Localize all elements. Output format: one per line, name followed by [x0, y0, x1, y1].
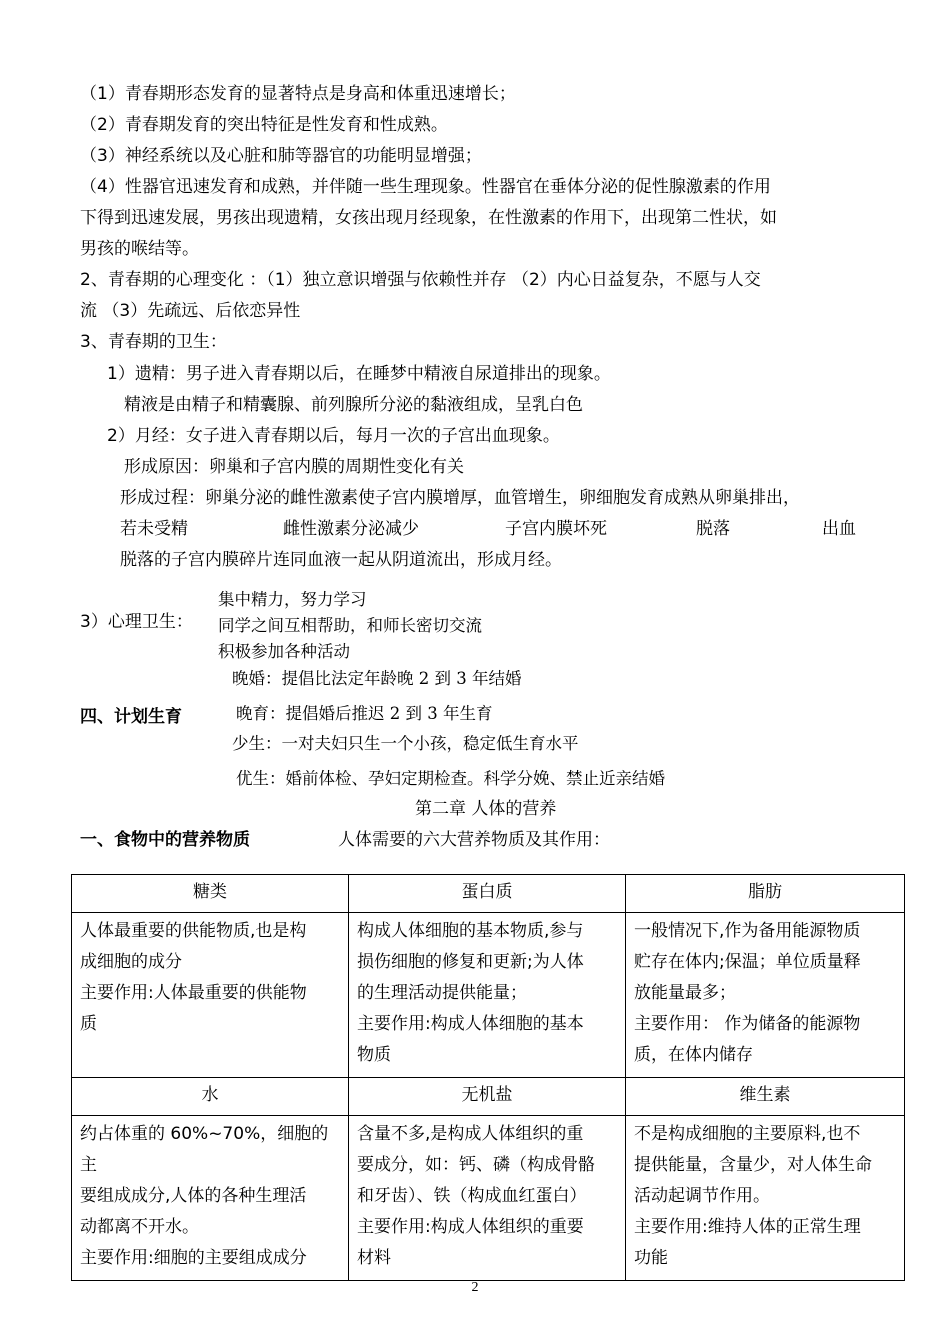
family-planning-item: 少生：一对夫妇只生一个小孩，稳定低生育水平 — [232, 734, 579, 753]
table-header-row — [72, 1078, 905, 1116]
flow-step: 雌性激素分泌减少 — [283, 519, 419, 539]
mental-hygiene-item: 积极参加各种活动 — [218, 642, 350, 661]
table-cell-protein — [349, 913, 626, 1078]
cell-line: 主要作用:细胞的主要组成成分 — [80, 1248, 307, 1268]
text-line: 形成过程：卵巢分泌的雌性激素使子宫内膜增厚，血管增生，卵细胞发育成熟从卵巢排出， — [120, 488, 800, 508]
table-cell-vitamins — [626, 1116, 905, 1281]
mental-hygiene-item: 同学之间互相帮助，和师长密切交流 — [218, 616, 482, 635]
table-header-row — [72, 875, 905, 913]
cell-line: 物质 — [357, 1045, 391, 1065]
flow-step: 出血 — [822, 519, 856, 539]
family-planning-item: 优生：婚前体检、孕妇定期检查。科学分娩、禁止近亲结婚 — [236, 769, 665, 788]
section-heading: 一、食物中的营养物质 — [80, 830, 250, 850]
header-cell-protein: 蛋白质 — [349, 875, 626, 913]
cell-line: 一般情况下,作为备用能源物质 — [634, 921, 861, 941]
text-line: 精液是由精子和精囊腺、前列腺所分泌的黏液组成，呈乳白色 — [124, 395, 583, 415]
nutrients-table — [71, 874, 905, 1281]
table-cell-water — [72, 1116, 349, 1281]
text-line: （4）性器官迅速发育和成熟，并伴随一些生理现象。性器官在垂体分泌的促性腺激素的作用 — [80, 177, 771, 197]
text-line: 形成原因：卵巢和子宫内膜的周期性变化有关 — [124, 457, 464, 477]
flow-step: 脱落 — [696, 519, 730, 539]
text-line: 流 （3）先疏远、后依恋异性 — [80, 301, 301, 321]
header-cell-water: 水 — [72, 1078, 349, 1116]
cell-line: 主要作用:维持人体的正常生理 — [634, 1217, 861, 1237]
text-line: （1）青春期形态发育的显著特点是身高和体重迅速增长； — [80, 84, 516, 104]
cell-line: 放能量最多； — [634, 983, 736, 1003]
chapter-title: 第二章 人体的营养 — [415, 799, 557, 819]
cell-line: 约占体重的 60%~70%，细胞的主 — [80, 1124, 329, 1175]
cell-line: 质 — [80, 1014, 97, 1034]
text-line: 2、青春期的心理变化 ：（1）独立意识增强与依赖性并存 （2）内心日益复杂，不愿与人交 — [80, 270, 761, 290]
table-cell-carbohydrates — [72, 913, 349, 1078]
text-line: （2）青春期发育的突出特征是性发育和性成熟。 — [80, 115, 448, 135]
cell-line: 贮存在体内;保温；单位质量释 — [634, 952, 861, 972]
table-cell-minerals — [349, 1116, 626, 1281]
cell-line: 动都离不开水。 — [80, 1217, 199, 1237]
cell-line: 要组成成分,人体的各种生理活 — [80, 1186, 307, 1206]
header-cell-fat: 脂肪 — [626, 875, 905, 913]
cell-line: 要成分，如：钙、磷（构成骨骼 — [357, 1155, 595, 1175]
cell-line: 的生理活动提供能量； — [357, 983, 527, 1003]
table-cell-fat — [626, 913, 905, 1078]
cell-line: 含量不多,是构成人体组织的重 — [357, 1124, 584, 1144]
text-line: （3）神经系统以及心脏和肺等器官的功能明显增强； — [80, 146, 482, 166]
family-planning-item: 晚婚：提倡比法定年龄晚 2 到 3 年结婚 — [232, 669, 522, 688]
text-line: 下得到迅速发展，男孩出现遗精，女孩出现月经现象，在性激素的作用下，出现第二性状，如 — [80, 208, 777, 228]
cell-line: 和牙齿）、铁（构成血红蛋白） — [357, 1186, 587, 1206]
cell-line: 主要作用:构成人体细胞的基本 — [357, 1014, 584, 1034]
family-planning-item: 晚育：提倡婚后推迟 2 到 3 年生育 — [236, 704, 493, 723]
header-cell-carbohydrates: 糖类 — [72, 875, 349, 913]
flow-step: 若未受精 — [120, 519, 188, 539]
header-cell-vitamins: 维生素 — [626, 1078, 905, 1116]
cell-line: 成细胞的成分 — [80, 952, 182, 972]
cell-line: 材料 — [357, 1248, 391, 1268]
text-line: 3、青春期的卫生： — [80, 332, 227, 352]
text-line: 男孩的喉结等。 — [80, 239, 199, 259]
mental-hygiene-label: 3）心理卫生： — [80, 612, 193, 632]
cell-line: 主要作用:构成人体组织的重要 — [357, 1217, 584, 1237]
family-planning-label: 四、计划生育 — [80, 707, 182, 727]
page-number: 2 — [471, 1280, 479, 1295]
cell-line: 质，在体内储存 — [634, 1045, 753, 1065]
header-cell-minerals: 无机盐 — [349, 1078, 626, 1116]
table-row — [72, 913, 905, 1078]
section-subheading: 人体需要的六大营养物质及其作用： — [338, 830, 610, 850]
text-line: 脱落的子宫内膜碎片连同血液一起从阴道流出，形成月经。 — [120, 550, 562, 570]
cell-line: 不是构成细胞的主要原料,也不 — [634, 1124, 861, 1144]
cell-line: 主要作用： 作为储备的能源物 — [634, 1014, 861, 1034]
flow-step: 子宫内膜坏死 — [505, 519, 607, 539]
cell-line: 主要作用:人体最重要的供能物 — [80, 983, 307, 1003]
mental-hygiene-item: 集中精力，努力学习 — [218, 590, 367, 609]
cell-line: 活动起调节作用。 — [634, 1186, 770, 1206]
text-line: 2）月经：女子进入青春期以后，每月一次的子宫出血现象。 — [107, 426, 560, 446]
text-line: 1）遗精：男子进入青春期以后，在睡梦中精液自尿道排出的现象。 — [107, 364, 611, 384]
cell-line: 人体最重要的供能物质,也是构 — [80, 921, 307, 941]
cell-line: 功能 — [634, 1248, 668, 1268]
cell-line: 提供能量，含量少，对人体生命 — [634, 1155, 872, 1175]
cell-line: 损伤细胞的修复和更新;为人体 — [357, 952, 584, 972]
cell-line: 构成人体细胞的基本物质,参与 — [357, 921, 584, 941]
table-row — [72, 1116, 905, 1281]
